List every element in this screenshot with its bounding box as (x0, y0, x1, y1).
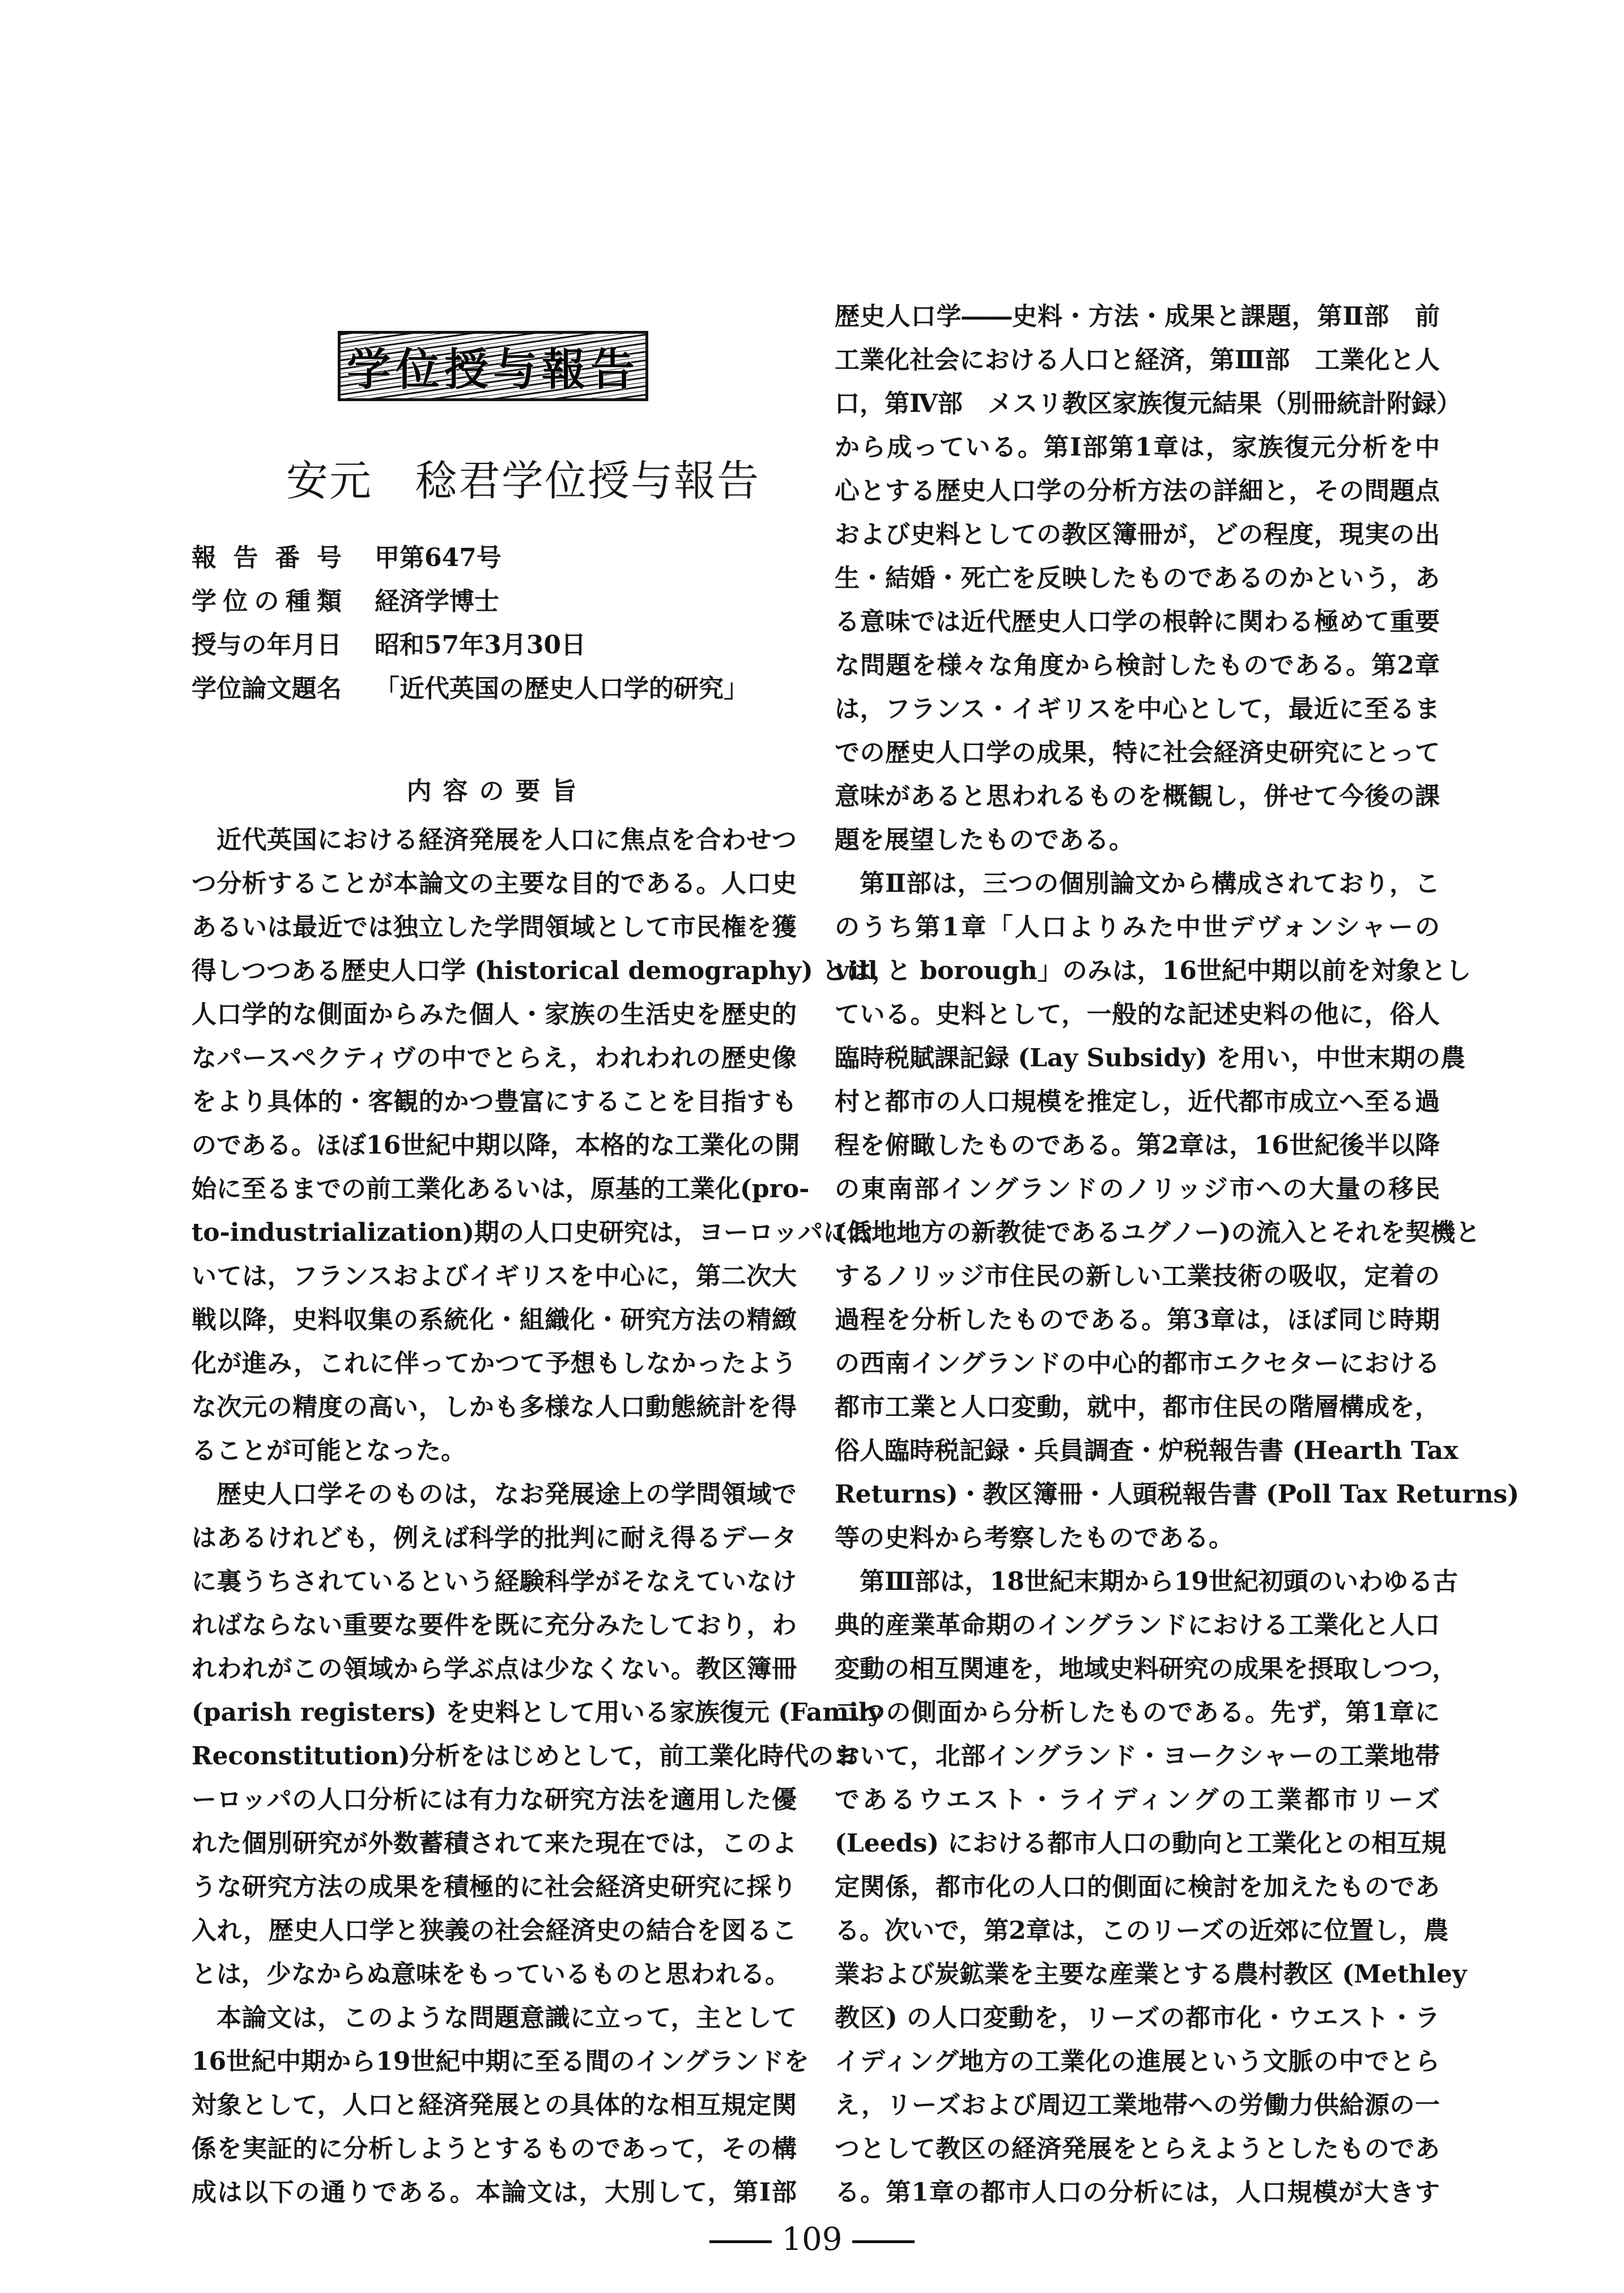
paragraph-line: 歴史人口学――史料・方法・成果と課題，第Ⅱ部 前 (835, 302, 1440, 331)
paragraph-line: であるウエスト・ライディングの工業都市リーズ (835, 1785, 1440, 1814)
paragraph-line: る。第1章の都市人口の分析には，人口規模が大きす (835, 2178, 1440, 2207)
dash-rule (852, 2240, 915, 2243)
paragraph-line: 生・結婚・死亡を反映したものであるのかという，あ (835, 564, 1440, 593)
paragraph-line: 意味があると思われるものを概観し，併せて今後の課 (835, 782, 1440, 811)
info-value: 甲第647号 (375, 543, 501, 572)
paragraph-line: れた個別研究が外数蓄積されて来た現在では，このよ (192, 1829, 797, 1858)
paragraph-line: ている。史料として，一般的な記述史料の他に，俗人 (835, 1000, 1440, 1029)
paragraph-line: 等の史料から考察したものである。 (835, 1524, 1234, 1552)
paragraph-line: vill と borough」のみは，16世紀中期以前を対象とし (835, 956, 1471, 985)
paragraph-line: る。次いで，第2章は，このリーズの近郊に位置し，農 (835, 1916, 1449, 1945)
paragraph-line: 教区) の人口変動を，リーズの都市化・ウエスト・ラ (835, 2003, 1440, 2032)
section-banner-text: 学位授与報告 (346, 344, 639, 395)
paragraph-line: あるいは最近では独立した学問領域として市民権を獲 (192, 913, 797, 942)
paragraph-line: いては，フランスおよびイギリスを中心に，第二次大 (192, 1262, 797, 1291)
paragraph-line: れわれがこの領域から学ぶ点は少なくない。教区簿冊 (192, 1654, 797, 1683)
paragraph-line: うな研究方法の成果を積極的に社会経済史研究に採り (192, 1873, 797, 1901)
paragraph-line: Returns)・教区簿冊・人頭税報告書 (Poll Tax Returns) (835, 1480, 1520, 1509)
info-row-degree-type (192, 579, 804, 619)
paragraph-line: なパースペクティヴの中でとらえ，われわれの歴史像 (192, 1044, 797, 1073)
paragraph-line: から成っている。第Ⅰ部第1章は，家族復元分析を中 (835, 433, 1440, 462)
info-value: 昭和57年3月30日 (375, 631, 586, 660)
paragraph-line: 始に至るまでの前工業化あるいは，原基的工業化(pro- (192, 1175, 810, 1203)
info-label: 授与の年月日 (192, 631, 342, 660)
paragraph-line: 成は以下の通りである。本論文は，大別して，第Ⅰ部 (192, 2178, 797, 2207)
info-label: 報告番号 (192, 543, 342, 572)
paragraph-line: 都市工業と人口変動，就中，都市住民の階層構成を， (835, 1393, 1440, 1422)
paragraph-line: をより具体的・客観的かつ豊富にすることを目指すも (192, 1087, 797, 1116)
paragraph-line: な問題を様々な角度から検討したものである。第2章 (835, 651, 1440, 680)
paragraph-line: 心とする歴史人口学の分析方法の詳細と，その問題点 (835, 477, 1440, 505)
paragraph-line: つとして教区の経済発展をとらえようとしたものであ (835, 2134, 1440, 2163)
paragraph-line: 臨時税賦課記録 (Lay Subsidy) を用い，中世末期の農 (835, 1044, 1465, 1073)
paragraph-line: る意味では近代歴史人口学の根幹に関わる極めて重要 (835, 607, 1440, 636)
paragraph-line: to-industrialization)期の人口史研究は，ヨーロッパにお (192, 1218, 873, 1247)
paragraph-line: 得しつつある歴史人口学 (historical demography) とは， (192, 956, 897, 985)
paragraph-line: ることが可能となった。 (192, 1436, 466, 1465)
paragraph-line: 俗人臨時税記録・兵員調査・炉税報告書 (Hearth Tax (835, 1436, 1459, 1465)
info-label: 学位の種類 (192, 587, 342, 616)
paragraph-line: え，リーズおよび周辺工業地帯への労働力供給源の一 (835, 2091, 1440, 2120)
paragraph-line: おいて，北部イングランド・ヨークシャーの工業地帯 (835, 1742, 1440, 1771)
paragraph-line: 定関係，都市化の人口的側面に検討を加えたものであ (835, 1873, 1440, 1901)
paragraph-line: な次元の精度の高い，しかも多様な人口動態統計を得 (192, 1393, 797, 1422)
paragraph-line: ーロッパの人口分析には有力な研究方法を適用した優 (192, 1785, 797, 1814)
paragraph-line: 係を実証的に分析しようとするものであって，その構 (192, 2134, 797, 2163)
paragraph-line: 入れ，歴史人口学と狭義の社会経済史の結合を図るこ (192, 1916, 797, 1945)
paragraph-line: 歴史人口学そのものは，なお発展途上の学問領域で (216, 1480, 797, 1509)
paragraph-line: 工業化社会における人口と経済，第Ⅲ部 工業化と人 (835, 346, 1440, 375)
info-row-thesis-title (192, 666, 804, 706)
summary-heading: 内容の要旨 (406, 777, 588, 806)
paragraph-line: 人口学的な側面からみた個人・家族の生活史を歴史的 (192, 1000, 797, 1029)
paragraph-line: Reconstitution)分析をはじめとして，前工業化時代のヨ (192, 1742, 859, 1771)
paragraph-line: (parish registers) を史料として用いる家族復元 (Family (192, 1698, 882, 1727)
paragraph-line: 対象として，人口と経済発展との具体的な相互規定関 (192, 2091, 797, 2120)
paragraph-line: 村と都市の人口規模を推定し，近代都市成立へ至る過 (835, 1087, 1440, 1116)
paragraph-line: ればならない重要な要件を既に充分みたしており，わ (192, 1611, 797, 1640)
paragraph-line: はあるけれども，例えば科学的批判に耐え得るデータ (192, 1524, 797, 1552)
paragraph-line: の東南部イングランドのノリッジ市への大量の移民 (835, 1175, 1440, 1203)
paragraph-line: での歴史人口学の成果，特に社会経済史研究にとって (835, 738, 1440, 767)
paragraph-line: および史料としての教区簿冊が，どの程度，現実の出 (835, 520, 1440, 549)
paragraph-line: 近代英国における経済発展を人口に焦点を合わせつ (216, 826, 797, 854)
report-title: 安元 稔君学位授与報告 (286, 457, 760, 505)
paragraph-line: (低地地方の新教徒であるユグノー)の流入とそれを契機と (835, 1218, 1481, 1247)
paragraph-line: 口，第Ⅳ部 メスリ教区家族復元結果（別冊統計附録） (835, 389, 1461, 418)
paragraph-line: 二つの側面から分析したものである。先ず，第1章に (835, 1698, 1440, 1727)
paragraph-line: 典的産業革命期のイングランドにおける工業化と人口 (835, 1611, 1440, 1640)
paragraph-line: 題を展望したものである。 (835, 826, 1134, 854)
paragraph-line: (Leeds) における都市人口の動向と工業化との相互規 (835, 1829, 1447, 1858)
paragraph-line: 本論文は，このような問題意識に立って，主として (216, 2003, 797, 2032)
paragraph-line: 戦以降，史料収集の系統化・組織化・研究方法の精緻 (192, 1305, 797, 1334)
paragraph-line: するノリッジ市住民の新しい工業技術の吸収，定着の (835, 1262, 1440, 1291)
info-value: 経済学博士 (375, 587, 499, 616)
paragraph-line: のである。ほぼ16世紀中期以降，本格的な工業化の開 (192, 1131, 800, 1160)
paragraph-line: 第Ⅲ部は，18世紀末期から19世紀初頭のいわゆる古 (860, 1567, 1459, 1596)
page-number: 109 (781, 2221, 843, 2258)
info-value: 「近代英国の歴史人口学的研究」 (375, 674, 749, 703)
paragraph-line: 変動の相互関連を，地域史料研究の成果を摂取しつつ， (835, 1654, 1457, 1683)
paragraph-line: 第Ⅱ部は，三つの個別論文から構成されており，こ (860, 869, 1440, 898)
info-row-award-date (192, 623, 804, 662)
paragraph-line: に裏うちされているという経験科学がそなえていなけ (192, 1567, 797, 1596)
paragraph-line: 化が進み，これに伴ってかつて予想もしなかったよう (192, 1349, 797, 1378)
paragraph-line: 程を俯瞰したものである。第2章は，16世紀後半以降 (835, 1131, 1440, 1160)
paragraph-line: 16世紀中期から19世紀中期に至る間のイングランドを (192, 2047, 809, 2076)
paragraph-line: つ分析することが本論文の主要な目的である。人口史 (192, 869, 797, 898)
info-label: 学位論文題名 (192, 674, 342, 703)
page-footer (0, 2221, 1624, 2258)
paragraph-line: イディング地方の工業化の進展という文脈の中でとら (835, 2047, 1440, 2076)
paragraph-line: は，フランス・イギリスを中心として，最近に至るま (835, 695, 1440, 724)
paragraph-line: とは，少なからぬ意味をもっているものと思われる。 (192, 1960, 790, 1989)
paragraph-line: のうち第1章「人口よりみた中世デヴォンシャーの (835, 913, 1440, 942)
paragraph-line: 業および炭鉱業を主要な産業とする農村教区 (Methley (835, 1960, 1467, 1989)
section-banner (338, 331, 648, 401)
dash-rule (709, 2240, 772, 2243)
paragraph-line: 過程を分析したものである。第3章は，ほぼ同じ時期 (835, 1305, 1440, 1334)
paragraph-line: の西南イングランドの中心的都市エクセターにおける (835, 1349, 1440, 1378)
info-row-report-number (192, 535, 804, 575)
